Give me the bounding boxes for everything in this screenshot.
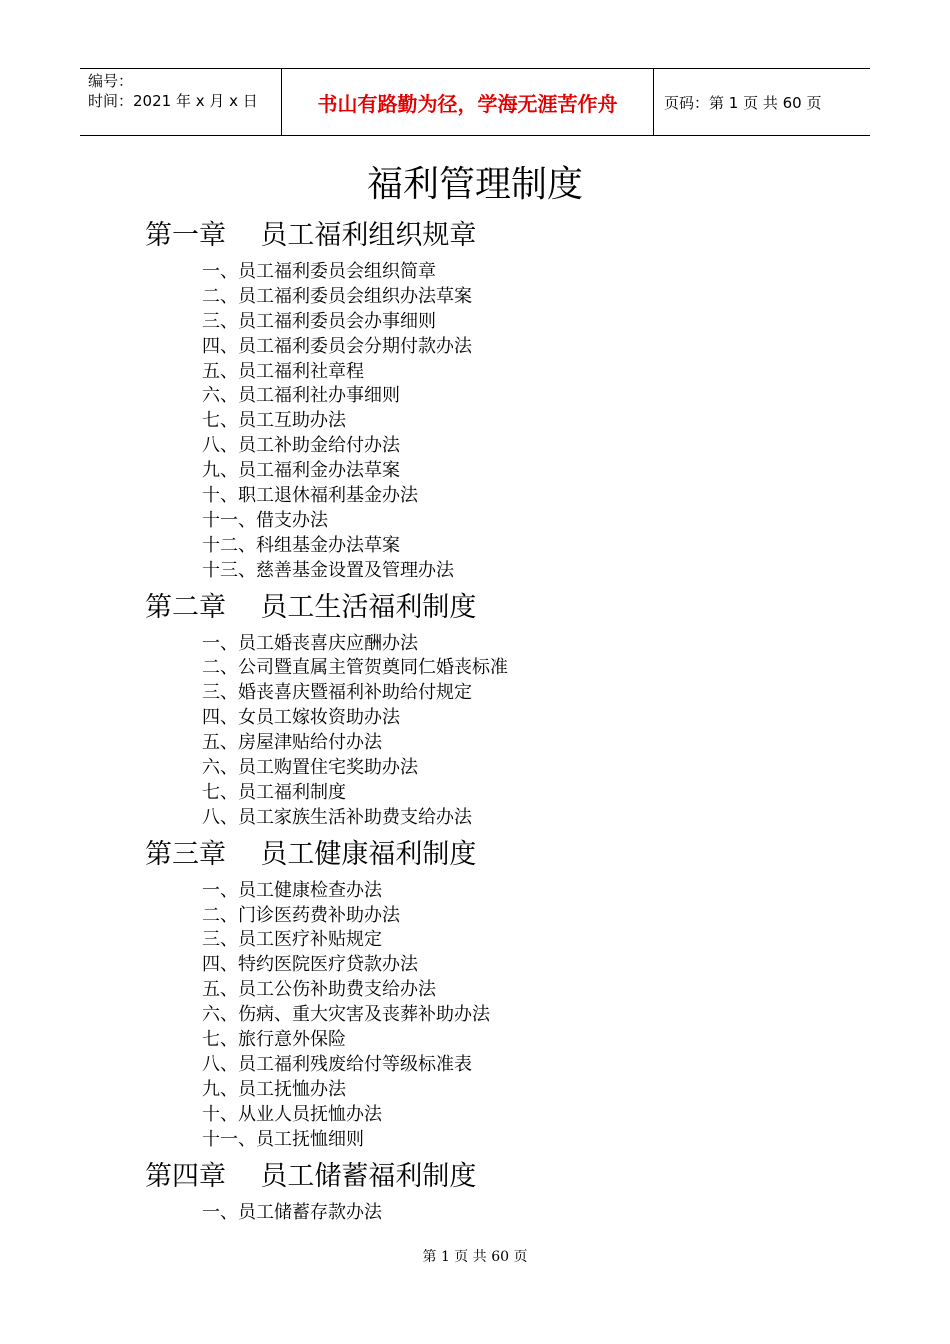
list-item: 九、员工抚恤办法 bbox=[202, 1078, 346, 1100]
list-item: 八、员工福利残废给付等级标准表 bbox=[202, 1053, 472, 1075]
list-item: 十一、借支办法 bbox=[202, 509, 328, 531]
list-item: 三、员工医疗补贴规定 bbox=[202, 929, 382, 951]
list-item: 三、婚丧喜庆暨福利补助给付规定 bbox=[202, 682, 472, 704]
list-item: 一、员工健康检查办法 bbox=[202, 879, 382, 901]
page-header bbox=[80, 68, 870, 136]
list-item: 四、特约医院医疗贷款办法 bbox=[202, 954, 418, 976]
list-item: 一、员工储蓄存款办法 bbox=[202, 1201, 382, 1223]
header-page-info: 页码：第 1 页 共 60 页 bbox=[664, 93, 822, 112]
list-item: 八、员工补助金给付办法 bbox=[202, 435, 400, 457]
header-motto: 书山有路勤为径，学海无涯苦作舟 bbox=[282, 69, 654, 135]
chapter-heading: 第三章 员工健康福利制度 bbox=[145, 838, 477, 870]
list-item: 四、员工福利委员会分期付款办法 bbox=[202, 335, 472, 357]
list-item: 四、女员工嫁妆资助办法 bbox=[202, 707, 400, 729]
list-item: 九、员工福利金办法草案 bbox=[202, 460, 400, 482]
list-item: 十一、员工抚恤细则 bbox=[202, 1128, 364, 1150]
list-item: 七、员工互助办法 bbox=[202, 410, 346, 432]
list-item: 六、伤病、重大灾害及丧葬补助办法 bbox=[202, 1004, 490, 1026]
header-number-label: 编号： bbox=[88, 72, 134, 90]
table-of-contents bbox=[145, 212, 865, 1225]
header-date-label: 时间：2021 年 x 月 x 日 bbox=[88, 92, 258, 110]
chapter-heading: 第四章 员工储蓄福利制度 bbox=[145, 1160, 477, 1192]
list-item: 十二、科组基金办法草案 bbox=[202, 534, 400, 556]
list-item: 六、员工购置住宅奖助办法 bbox=[202, 757, 418, 779]
list-item: 七、旅行意外保险 bbox=[202, 1029, 346, 1051]
list-item: 十三、慈善基金设置及管理办法 bbox=[202, 559, 454, 581]
list-item: 一、员工福利委员会组织简章 bbox=[202, 261, 436, 282]
list-item: 七、员工福利制度 bbox=[202, 781, 346, 803]
list-item: 五、员工福利社章程 bbox=[202, 360, 364, 382]
list-item: 三、员工福利委员会办事细则 bbox=[202, 310, 436, 332]
list-item: 六、员工福利社办事细则 bbox=[202, 385, 400, 407]
page-footer: 第 1 页 共 60 页 bbox=[422, 1249, 528, 1265]
list-item: 二、公司暨直属主管贺奠同仁婚丧标准 bbox=[202, 657, 508, 679]
list-item: 二、员工福利委员会组织办法草案 bbox=[202, 285, 472, 307]
list-item: 二、门诊医药费补助办法 bbox=[202, 904, 400, 926]
list-item: 十、从业人员抚恤办法 bbox=[202, 1103, 382, 1125]
header-meta bbox=[80, 69, 282, 135]
chapter-heading: 第一章 员工福利组织规章 bbox=[145, 220, 477, 251]
chapter-heading: 第二章 员工生活福利制度 bbox=[145, 591, 477, 623]
list-item: 十、职工退休福利基金办法 bbox=[202, 485, 418, 507]
document-title: 福利管理制度 bbox=[366, 164, 583, 205]
list-item: 五、员工公伤补助费支给办法 bbox=[202, 979, 436, 1001]
list-item: 五、房屋津贴给付办法 bbox=[202, 732, 382, 754]
list-item: 一、员工婚丧喜庆应酬办法 bbox=[202, 632, 418, 654]
list-item: 八、员工家族生活补助费支给办法 bbox=[202, 806, 472, 828]
